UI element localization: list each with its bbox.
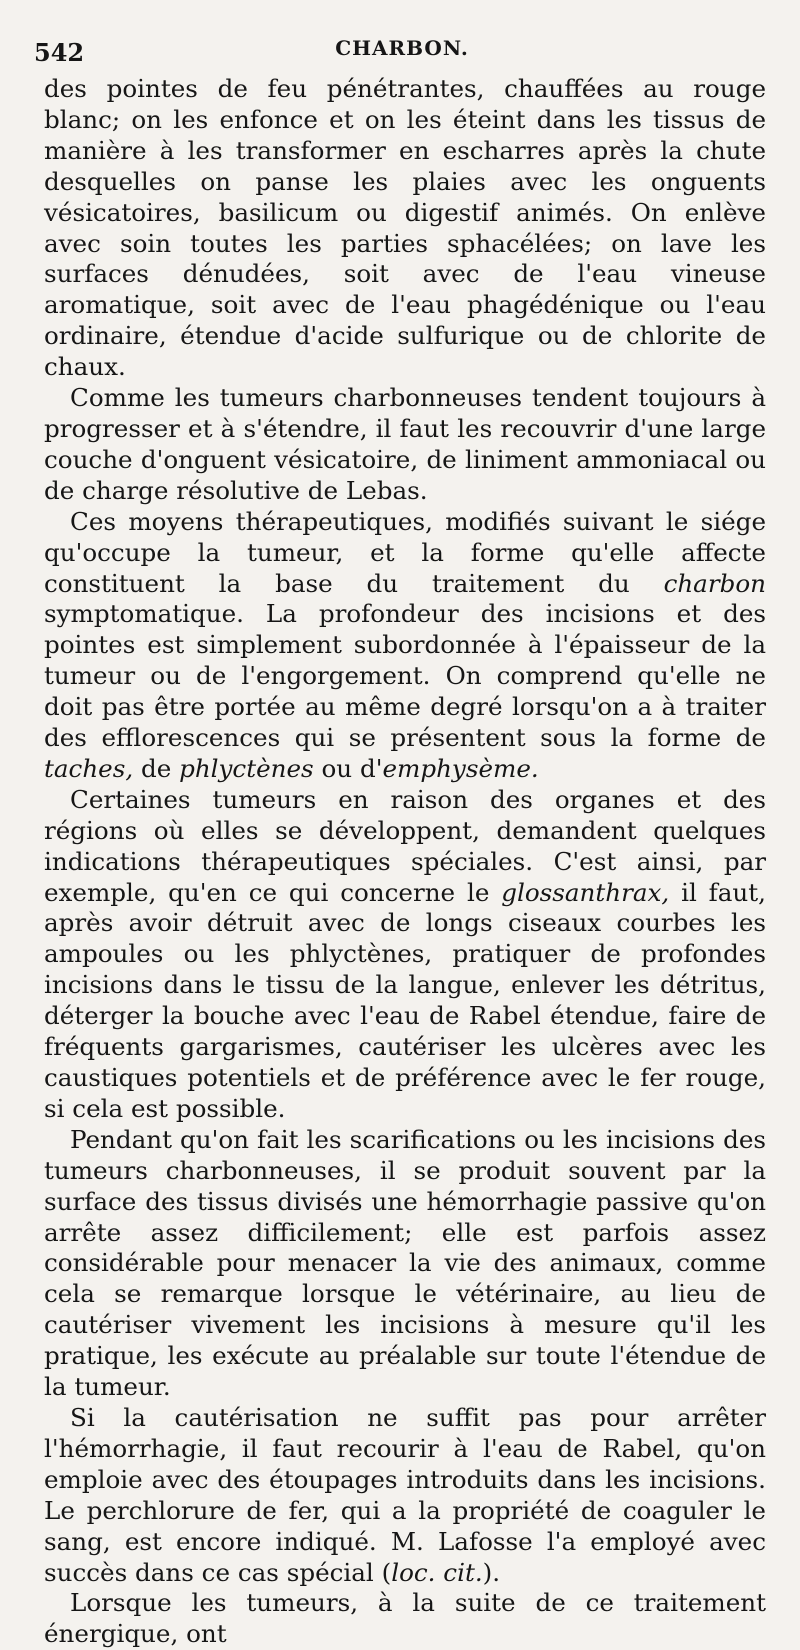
text-run: ou d' [313, 753, 383, 783]
italic-term: loc. cit. [391, 1557, 483, 1587]
paragraph [44, 74, 766, 383]
italic-term: glossanthrax, [501, 877, 670, 907]
italic-term: taches, [44, 753, 134, 783]
text-run: ). [482, 1557, 501, 1587]
text-run: des pointes de feu pénétrantes, chauffées au rouge blanc; on les enfonce et on les éteint dans les tissus de manière à les transformer en escharres après la chute desquelles on panse les plaies avec les onguents vésicatoires, basilicum ou digestif animés. On enlève avec soin toutes les parties sphacélées; on lave les surfaces dénudées, soit avec de l'eau vineuse aromatique, soit avec de l'eau phagédénique ou l'eau ordinaire, étendue d'acide sulfurique ou de chlorite de chaux. [44, 74, 766, 382]
running-head [34, 30, 760, 74]
text-run: Lorsque les tumeurs, à la suite de ce traitement énergique, ont [44, 1588, 766, 1649]
text-run: symptomatique. La profondeur des incisions et des pointes est simplement subordonnée à l'épaisseur de la tumeur ou de l'engorgement. On comprend qu'elle ne doit pas être portée au même degré lorsqu'on a à traiter des efflorescences qui se présentent sous la forme de [44, 599, 766, 753]
body-text [44, 74, 766, 1650]
text-run: Ces moyens thérapeutiques, modifiés suivant le siége qu'occupe la tumeur, et la forme qu'elle affecte constituent la base du traitement du [44, 506, 766, 598]
paragraph [44, 1125, 766, 1403]
paragraph [44, 383, 766, 507]
paragraph [44, 1588, 766, 1650]
text-run: de [133, 753, 180, 783]
text-run: il faut, après avoir détruit avec de longs ciseaux courbes les ampoules ou les phlyctènes, pratiquer de profondes incisions dans le tissu de la langue, enlever les détritus, déterger la bouche avec l'eau de Rabel étendue, faire de fréquents gargarismes, cautériser les ulcères avec les caustiques potentiels et de préférence avec le fer rouge, si cela est possible. [44, 877, 766, 1123]
italic-term: phlyctènes [179, 753, 314, 783]
text-run: Comme les tumeurs charbonneuses tendent toujours à progresser et à s'étendre, il faut les recouvrir d'une large couche d'onguent vésicatoire, de liniment ammoniacal ou de charge résolutive de Lebas. [44, 383, 766, 505]
text-run: Si la cautérisation ne suffit pas pour arrêter l'hémorrhagie, il faut recourir à l'eau de Rabel, qu'on emploie avec des étoupages introduits dans les incisions. Le perchlorure de fer, qui a la propriété de coaguler le sang, est encore indiqué. M. Lafosse l'a employé avec succès dans ce cas spécial ( [44, 1402, 766, 1587]
text-run: Certaines tumeurs en raison des organes et des régions où elles se développent, demandent quelques indications thérapeutiques spéciales. C'est ainsi, par exemple, qu'en ce qui concerne le [44, 784, 766, 907]
page-number: 542 [34, 38, 85, 67]
paragraph [44, 785, 766, 1125]
running-title: CHARBON. [335, 36, 469, 60]
italic-term: charbon [663, 568, 766, 598]
paragraph [44, 507, 766, 785]
italic-term: emphysème. [382, 753, 539, 783]
paragraph [44, 1403, 766, 1588]
text-run: Pendant qu'on fait les scarifications ou les incisions des tumeurs charbonneuses, il se produit souvent par la surface des tissus divisés une hémorrhagie passive qu'on arrête assez difficilement; elle est parfois assez considérable pour menacer la vie des animaux, comme cela se remarque lorsque le vétérinaire, au lieu de cautériser vivement les incisions à mesure qu'il les pratique, les exécute au préalable sur toute l'étendue de la tumeur. [44, 1124, 766, 1402]
